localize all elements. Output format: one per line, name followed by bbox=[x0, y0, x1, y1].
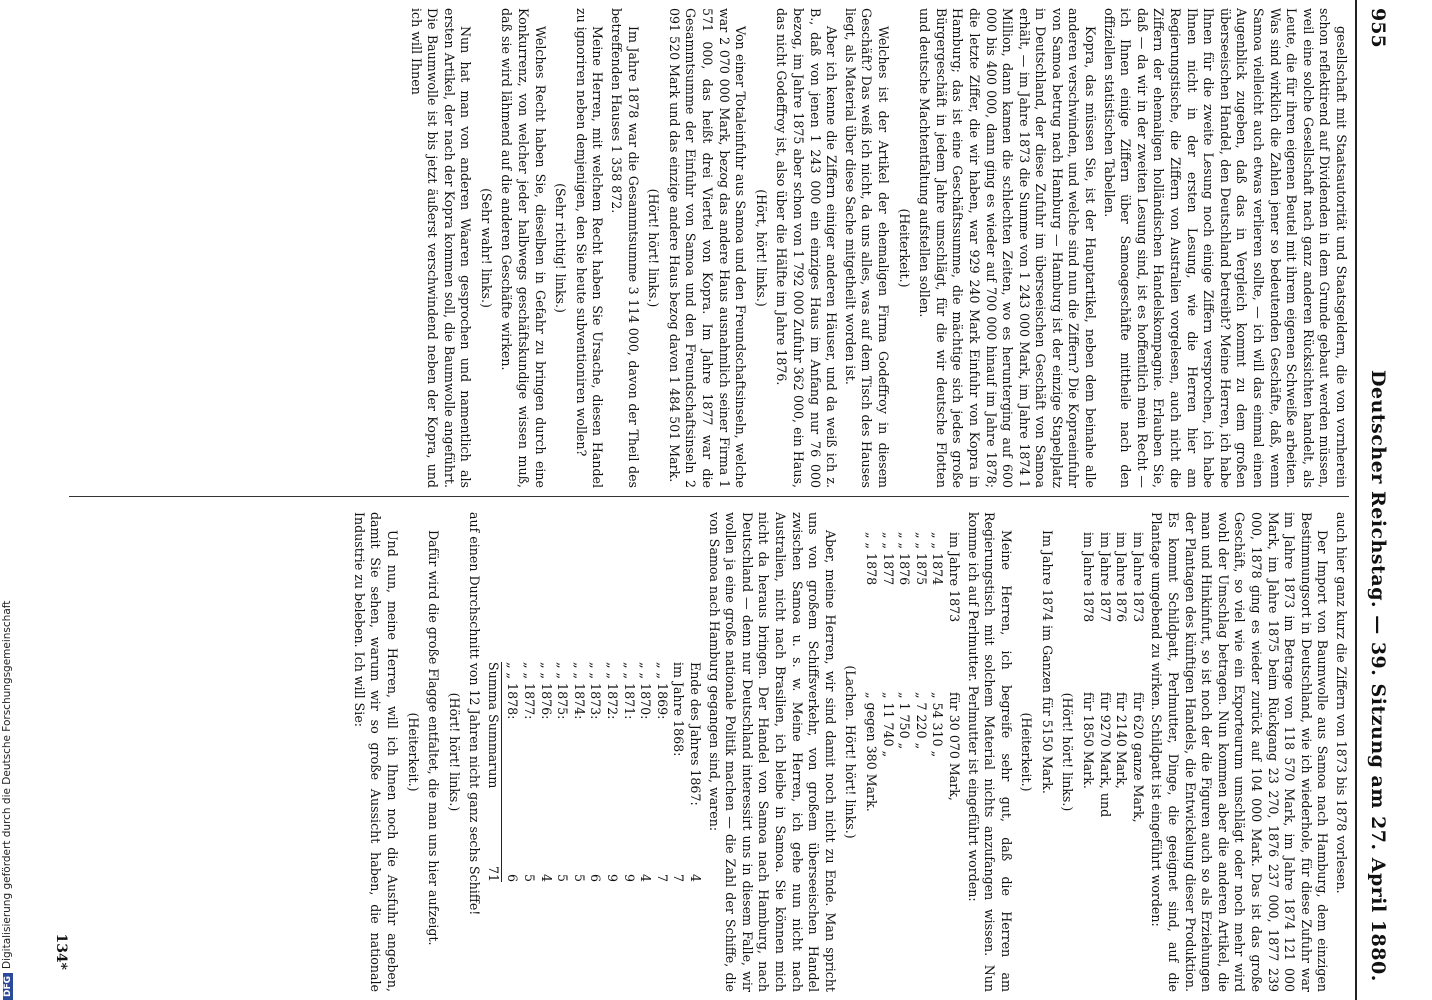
paragraph: Aber, meine Herren, wir sind damit noch nicht zu Ende. Man spricht uns von großem Schiffsverkehr, von großem überseeischen Handel zwischen Samoa u. s. w. Meine Herren, ich gehe nun nicht nach Australien, nicht nach Brasilien, ich bleibe in Samoa. Sie können mich nicht da heraus bringen. Der Handel von Samoa nach Hamburg, nach Deutschland — denn nur Deutschland interessirt uns in diesem Falle, wir wollen ja eine große nationale Politik machen — die Zahl der Schiffe, die von Samoa nach Hamburg gegangen sind, waren: bbox=[706, 512, 838, 992]
ship-count: 7 bbox=[671, 873, 687, 882]
ships-sum-value: 71 bbox=[485, 865, 501, 882]
list-item bbox=[879, 512, 896, 992]
ship-year: Ende des Jahres 1867: bbox=[688, 662, 704, 806]
ship-year: „ „ 1876: bbox=[538, 662, 554, 720]
table-row bbox=[537, 662, 554, 882]
paragraph: auf einen Durchschnitt von 12 Jahren nicht ganz sechs Schiffe! bbox=[467, 512, 483, 916]
list-item-amount: „ gegen 380 Mark. bbox=[863, 692, 879, 812]
ships-table bbox=[484, 662, 703, 882]
ship-count: 6 bbox=[588, 873, 604, 882]
dfg-logo-icon: DFG bbox=[3, 973, 13, 1000]
table-row bbox=[554, 662, 571, 882]
ship-year: „ „ 1869: bbox=[654, 662, 670, 720]
list-item bbox=[945, 512, 962, 992]
list-item bbox=[1096, 512, 1113, 992]
interjection: (Hört! hört! links.) bbox=[1060, 692, 1076, 812]
ship-year: „ „ 1871: bbox=[621, 662, 637, 720]
ship-year: „ „ 1878: bbox=[505, 662, 521, 720]
right-column bbox=[59, 512, 1349, 992]
list-item bbox=[1129, 512, 1146, 992]
ship-year: „ „ 1877: bbox=[522, 662, 538, 720]
paragraph: Nun hat man von anderen Waaren gesprochen und namentlich als ersten Artikel, der nach der Kopra kommen soll, die Baumwolle angeführt. Die Baumwolle ist bis jetzt äußerst verschwindend neben der Kopra, und ich will Ihnen bbox=[408, 8, 474, 488]
table-row bbox=[504, 662, 521, 882]
left-column bbox=[59, 8, 1349, 488]
paragraph: Der Import von Baumwolle aus Samoa nach Hamburg, dem einzigen Bestimmungsort in Deutschland, wie ich wiederhole, für diese Zufuhr war im Jahre 1873 im Betrage von 118 570 Mark, im Jahre 1874 121 000 Mark, im Jahre 1875 beim Rückgang 23 270, 1876 237 000, 1877 239 000, 1878 ging es wieder zurück auf 104 000 Mark. Das ist das große Geschäft, so viel wie ein Exporteurum umschlägt oder noch mehr wird wohl der Umschlag betragen. Nun kommen aber die anderen Artikel, die man und Hinkinfurt, so ist noch der die Figuren auch so als Erziehungen der Plantagen des künftigen Handels, die Entwickelung dieser Produktion. Es kommt Schildpatt, Perlmutter, Dinge, die geeignet sind, auf die Plantage umgebend zu wirken. Schildpatt ist eingeführt worden: bbox=[1149, 512, 1331, 992]
list-item-amount: „ 54 310 „ bbox=[930, 692, 946, 758]
ships-sum-row bbox=[484, 662, 502, 882]
paragraph: Und nun, meine Herren, will ich Ihnen noch die Ausfuhr angeben, damit Sie sehen, warum wir so große Aussicht haben, die nationale Industrie zu beleben. Ich will Sie: bbox=[351, 512, 400, 992]
ship-count: 4 bbox=[538, 873, 554, 882]
ship-count: 5 bbox=[555, 873, 571, 882]
ship-year: „ „ 1870: bbox=[638, 662, 654, 720]
list-item-year: im Jahre 1873 bbox=[946, 532, 962, 623]
interjection: (Sehr richtig! links.) bbox=[553, 183, 569, 313]
list-item-amount: für 2140 Mark, bbox=[1114, 692, 1130, 789]
list-item bbox=[862, 512, 879, 992]
right-column-part-a bbox=[705, 512, 1349, 992]
table-row bbox=[603, 662, 620, 882]
list-item-amount: für 1850 Mark. bbox=[1081, 692, 1097, 789]
interjection: (Heiterkeit.) bbox=[405, 712, 421, 792]
paragraph: gesellschaft mit Staatsautorität und Staatsgeldern, die von vornherein schon reflektirend auf Dividenden in dem Grunde gebaut werden müssen, weil eine solche Gesellschaft nach ganz anderen Rücksichten handelt, als Leute, die für ihren eigenen Beutel mit ihrem eigenen Schweiße arbeiten. Was sind wirklich die Zahlen jener so bedeutenden Geschäfte, daß, wenn Samoa vielleicht auch etwas verlieren sollte, — ich will das einmal einen Augenblick zugeben, daß das in Vergleich kommt zu dem großen überseeischen Handel, den Deutschland betreibt? Meine Herren, ich habe Ihnen für die zweite Lesung noch einige Ziffern versprochen, ich habe Ihnen nicht in der ersten Lesung, wie die Herren hier am Regierungstische, die Ziffern von Australien vorgelesen, auch nicht die Ziffern der ehemaligen holländischen Handelskompagnie. Erlauben Sie, daß — da wir in der zweiten Lesung sind, ist es hoffentlich mein Recht — ich Ihnen einige Ziffern über Samoageschäfte mittheile nach den offiziellen statistischen Tabellen. bbox=[1101, 8, 1349, 488]
paragraph: Kopra, das müssen Sie, ist der Hauptartikel, neben dem beinahe alle anderen verschwinden, und welche sind nun die Ziffern? Die Kopraeinfuhr von Samoa betrug nach Hamburg — Hamburg ist der einzige Stapelplatz in Deutschland, der diese Zufuhr im überseeischen Geschäft von Samoa erhält, — im Jahre 1873 die Summe von 1 243 000 Mark, im Jahre 1874 1 Million, dann kamen die schlechten Zeiten, wo es herunterging auf 600 000 bis 400 000, dann ging es wieder auf 700 000 hinauf im Jahre 1878; die letzte Ziffer, die wir haben, war 929 240 Mark Einfuhr von Kopra in Hamburg; das ist eine Geschäftssumme, die mächtige sich jedes große Bürgergeschäft in jedem Jahre umschlägt, für die wir deutsche Flotten und deutsche Machtentfaltung aufstellen sollen. bbox=[917, 8, 1099, 488]
ship-count: 5 bbox=[522, 873, 538, 882]
list-item bbox=[912, 512, 929, 992]
ship-year: „ „ 1874: bbox=[571, 662, 587, 720]
figures-list bbox=[862, 512, 962, 992]
paragraph: auch hier ganz kurz die Ziffern von 1873 bis 1878 vorlesen. bbox=[1334, 512, 1349, 894]
paragraph: Meine Herren, mit welchem Recht haben Sie Ursache, diesen Handel zu ignoriren neben demjenigen, den Sie heute subventioniren wollen? bbox=[573, 8, 606, 488]
ship-count: 4 bbox=[638, 873, 654, 882]
list-item-amount: „ 11 740 „ bbox=[880, 692, 896, 758]
ship-count: 9 bbox=[605, 873, 621, 882]
paragraph: Von einer Totaleinfuhr aus Samoa und den Freundschaftsinseln, welche war 2 070 000 Mark, bezog das andere Haus ausnahmlich seiner Firma 1 571 000, das heißt drei Viertel von Kopra. Im Jahre 1877 war die Gesammtsumme der Einfuhr von Samoa und den Freundschaftsinseln 2 091 520 Mark und das einzige andere Haus bezog davon 1 484 501 Mark. bbox=[666, 8, 749, 488]
digitization-note-text: Digitalisierung gefördert durch die Deutsche Forschungsgemeinschaft bbox=[1, 600, 13, 969]
list-item-year: im Jahre 1877 bbox=[1097, 532, 1113, 623]
paragraph: Dafür wird die große Flagge entfaltet, die man uns hier aufzeigt. bbox=[426, 530, 442, 946]
interjection: (Lachen. Hört! hört! links.) bbox=[843, 665, 859, 839]
interjection: (Heiterkeit.) bbox=[896, 208, 912, 288]
ship-count: 7 bbox=[654, 873, 670, 882]
ships-sum-label: Summa Summarum bbox=[485, 662, 501, 789]
paragraph: Aber ich kenne die Ziffern einiger anderen Häuser, und da weiß ich z. B., daß von jenen 1 243 000 ein einziges Haus im Anfang nur 76 000 bezog, im Jahre 1875 aber schon von 1 792 000 Zufuhr 362 000, ein Haus, das nicht Godeffroy ist, also über die Hälfte im Jahre 1876. bbox=[774, 8, 840, 488]
column-divider bbox=[69, 496, 1349, 497]
digitization-note bbox=[1, 0, 13, 1000]
list-item-amount: „ 1 750 „ bbox=[897, 692, 913, 750]
paragraph: Welches Recht haben Sie, dieselben in Gefahr zu bringen durch eine Konkurrenz, von welcher jeder halbwegs geschäftskundige wissen muß, daß sie wird lähmend auf die anderen Geschäfte wirken. bbox=[499, 8, 548, 488]
list-item bbox=[1113, 512, 1130, 992]
list-item-amount: „ 7 220 „ bbox=[913, 692, 929, 750]
table-row bbox=[620, 662, 637, 882]
rotated-document-page bbox=[45, 0, 1395, 1000]
ship-count: 6 bbox=[505, 873, 521, 882]
paragraph: Meine Herren, ich begreife sehr gut, daß die Herren am Regierungstisch mit solchem Material nichts anzufangen wissen. Nun komme ich auf Perlmutter. Perlmutter ist eingeführt worden: bbox=[965, 512, 1014, 992]
interjection: (Hört! hört! links.) bbox=[646, 188, 662, 308]
paragraph: Welches ist der Artikel der ehemaligen Firma Godeffroy in diesem Geschäft? Das weiß ich nicht, da uns alles, was auf dem Tisch des Hauses liegt, als Material über diese Sache mitgetheilt worden ist. bbox=[842, 8, 891, 488]
list-item-year: „ „ 1874 bbox=[930, 532, 946, 586]
interjection: (Hört! hört! links.) bbox=[446, 692, 462, 812]
table-row bbox=[670, 662, 687, 882]
list-item-year: im Jahre 1878 bbox=[1081, 532, 1097, 623]
table-row bbox=[521, 662, 538, 882]
table-row bbox=[637, 662, 654, 882]
table-row bbox=[570, 662, 587, 882]
list-item-amount: für 9270 Mark, und bbox=[1097, 692, 1113, 818]
list-item-year: im Jahre 1876 bbox=[1114, 532, 1130, 623]
list-item-year: „ „ 1877 bbox=[880, 532, 896, 586]
ship-year: im Jahre 1868: bbox=[671, 662, 687, 757]
page-number: 955 bbox=[1367, 8, 1389, 48]
list-item bbox=[1080, 512, 1097, 992]
ship-count: 5 bbox=[571, 873, 587, 882]
list-item-year: „ „ 1875 bbox=[913, 532, 929, 586]
list-item-year: im Jahre 1873 bbox=[1130, 532, 1146, 623]
ship-year: „ „ 1873: bbox=[588, 662, 604, 720]
signature-mark: 134* bbox=[53, 933, 69, 970]
right-column-part-b bbox=[350, 512, 482, 992]
page-title: Deutscher Reichstag. — 39. Sitzung am 27. April 1880. bbox=[1367, 370, 1389, 982]
paragraph: Im Jahre 1878 war die Gesammtsumme 3 114 000, davon der Theil des betreffenden Hauses 1 358 872. bbox=[609, 8, 641, 488]
interjection: (Hört, hört! links.) bbox=[753, 189, 769, 307]
paragraph: Im Jahre 1874 im Ganzen für 5150 Mark. bbox=[1039, 530, 1055, 794]
ship-count: 4 bbox=[688, 873, 704, 882]
ship-count: 9 bbox=[621, 873, 637, 882]
table-row bbox=[686, 662, 703, 882]
list-item bbox=[896, 512, 913, 992]
list-item-year: „ „ 1878 bbox=[863, 532, 879, 586]
table-row bbox=[653, 662, 670, 882]
list-item-amount: für 620 ganze Mark, bbox=[1130, 692, 1146, 823]
interjection: (Heiterkeit.) bbox=[1019, 712, 1035, 792]
ship-year: „ „ 1875: bbox=[555, 662, 571, 720]
figures-list bbox=[1080, 512, 1146, 992]
list-item-year: „ „ 1876 bbox=[897, 532, 913, 586]
ship-year: „ „ 1872: bbox=[605, 662, 621, 720]
page-header bbox=[1355, 0, 1395, 1000]
table-row bbox=[587, 662, 604, 882]
list-item-amount: für 30 070 Mark, bbox=[946, 692, 962, 801]
interjection: (Sehr wahr! links.) bbox=[478, 188, 494, 308]
list-item bbox=[929, 512, 946, 992]
